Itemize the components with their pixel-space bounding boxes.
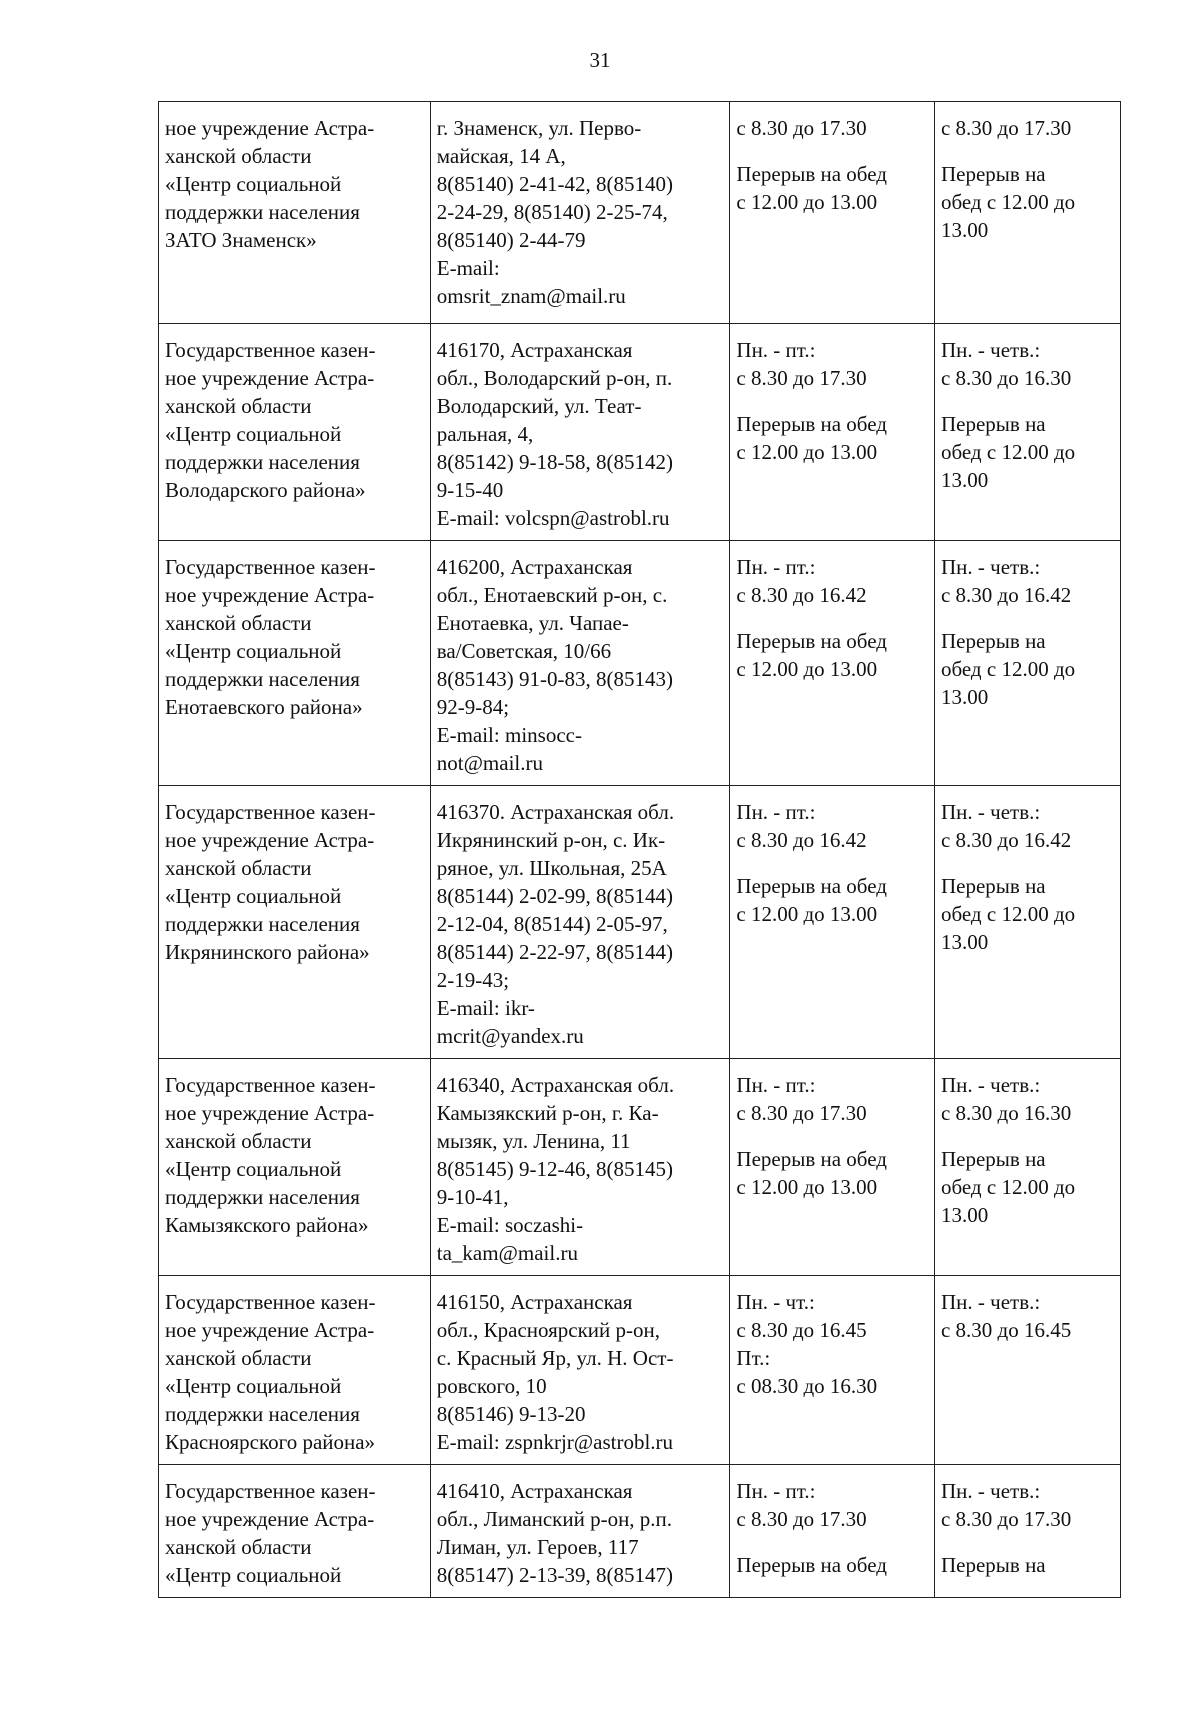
reception-hours-line: Перерыв на обед: [736, 629, 887, 653]
table-row: [159, 1276, 1121, 1465]
reception-hours-line: с 8.30 до 17.30: [736, 116, 867, 140]
consultation-hours-line: обед с 12.00 до: [940, 190, 1076, 214]
reception-hours-line: с 8.30 до 16.42: [736, 828, 867, 852]
consultation-hours-line: 13.00: [940, 685, 989, 709]
address-cell: [430, 102, 730, 324]
reception-hours-line: с 8.30 до 16.42: [736, 583, 867, 607]
consultation-hours-line: 13.00: [940, 218, 989, 242]
reception-hours-cell: [730, 102, 935, 324]
consultation-hours-line: Пн. - четв.:: [940, 1479, 1041, 1503]
reception-hours-cell: [730, 1059, 935, 1276]
consultation-hours-line: с 8.30 до 17.30: [940, 1507, 1072, 1531]
organization-name-cell: [159, 1059, 431, 1276]
consultation-hours-line: с 8.30 до 16.42: [940, 828, 1072, 852]
organization-name: Государственное казен- ное учреждение Астра- ханской области «Центр социальной поддержки населения Володарского района»: [165, 338, 376, 502]
reception-hours-cell: [730, 1276, 935, 1465]
organization-address: 416370. Астраханская обл. Икрянинский р-он, с. Ик- ряное, ул. Школьная, 25А 8(85144) 2-02-99, 8(85144) 2-12-04, 8(85144) 2-05-97, 8(85144) 2-22-97, 8(85144) 2-19-43; E-mail: ikr- mcrit@yandex.ru: [436, 800, 675, 1048]
organization-name-cell: [159, 102, 431, 324]
reception-hours-line: [736, 142, 928, 160]
consultation-hours-line: обед с 12.00 до: [940, 902, 1076, 926]
consultation-hours-line: Пн. - четв.:: [940, 555, 1041, 579]
reception-hours-line: Пн. - пт.:: [736, 1073, 816, 1097]
consultation-hours-cell: [934, 541, 1120, 786]
consultation-hours-line: Перерыв на: [940, 874, 1046, 898]
reception-hours-line: с 12.00 до 13.00: [736, 1175, 878, 1199]
organization-name-cell: [159, 1276, 431, 1465]
table-row: [159, 786, 1121, 1059]
organization-address: г. Знаменск, ул. Перво- майская, 14 А, 8(85140) 2-41-42, 8(85140) 2-24-29, 8(85140) 2-25-74, 8(85140) 2-44-79 E-mail: omsrit_znam@mail.ru: [436, 116, 673, 308]
reception-hours-line: Перерыв на обед: [736, 412, 887, 436]
table-row: [159, 1465, 1121, 1598]
consultation-hours-cell: [934, 1465, 1120, 1598]
consultation-hours-line: Перерыв на: [940, 629, 1046, 653]
consultation-hours-line: с 8.30 до 16.30: [940, 1101, 1072, 1125]
consultation-hours-line: Перерыв на: [940, 162, 1046, 186]
reception-hours-line: Перерыв на обед: [736, 162, 887, 186]
consultation-hours-line: Пн. - четв.:: [940, 1290, 1041, 1314]
reception-hours-line: Пн. - чт.:: [736, 1290, 815, 1314]
address-cell: [430, 541, 730, 786]
consultation-hours-line: с 8.30 до 16.42: [940, 583, 1072, 607]
reception-hours-line: с 8.30 до 17.30: [736, 1507, 867, 1531]
consultation-hours-line: с 8.30 до 17.30: [940, 116, 1072, 140]
consultation-hours-line: с 8.30 до 16.45: [940, 1318, 1072, 1342]
consultation-hours-line: 13.00: [940, 930, 989, 954]
reception-hours-line: Пн. - пт.:: [736, 800, 816, 824]
consultation-hours-line: [941, 1127, 1114, 1145]
consultation-hours-line: Пн. - четв.:: [940, 800, 1041, 824]
reception-hours-line: с 12.00 до 13.00: [736, 657, 878, 681]
reception-hours-line: [736, 392, 928, 410]
organization-address: 416200, Астраханская обл., Енотаевский р-он, с. Енотаевка, ул. Чапае- ва/Советская, 10/66 8(85143) 91-0-83, 8(85143) 92-9-84; E-mail: minsocc- not@mail.ru: [436, 555, 673, 775]
consultation-hours-cell: [934, 1276, 1120, 1465]
address-cell: [430, 1465, 730, 1598]
organization-name: Государственное казен- ное учреждение Астра- ханской области «Центр социальной поддержки населения Икрянинского района»: [165, 800, 376, 964]
reception-hours-line: с 8.30 до 16.45: [736, 1318, 867, 1342]
organization-address: 416410, Астраханская обл., Лиманский р-он, р.п. Лиман, ул. Героев, 117 8(85147) 2-13-39, 8(85147): [436, 1479, 673, 1587]
consultation-hours-cell: [934, 102, 1120, 324]
reception-hours-line: Пт.:: [736, 1346, 771, 1370]
reception-hours-line: Перерыв на обед: [736, 1147, 887, 1171]
consultation-hours-line: с 8.30 до 16.30: [940, 366, 1072, 390]
address-cell: [430, 324, 730, 541]
address-cell: [430, 1276, 730, 1465]
table-row: [159, 102, 1121, 324]
reception-hours-cell: [730, 1465, 935, 1598]
table-row: [159, 1059, 1121, 1276]
organizations-table: [158, 101, 1121, 1598]
organization-name-cell: [159, 786, 431, 1059]
organization-name: Государственное казен- ное учреждение Астра- ханской области «Центр социальной поддержки населения Камызякского района»: [165, 1073, 376, 1237]
reception-hours-line: с 12.00 до 13.00: [736, 440, 878, 464]
consultation-hours-line: [941, 854, 1114, 872]
consultation-hours-line: Пн. - четв.:: [940, 338, 1041, 362]
organization-name: Государственное казен- ное учреждение Астра- ханской области «Центр социальной поддержки населения Енотаевского района»: [165, 555, 376, 719]
consultation-hours-cell: [934, 1059, 1120, 1276]
address-cell: [430, 786, 730, 1059]
consultation-hours-line: обед с 12.00 до: [940, 1175, 1076, 1199]
consultation-hours-line: Перерыв на: [940, 1147, 1046, 1171]
reception-hours-cell: [730, 786, 935, 1059]
consultation-hours-line: Перерыв на: [940, 1553, 1046, 1577]
page-number: 31: [589, 48, 611, 72]
consultation-hours-cell: [934, 786, 1120, 1059]
consultation-hours-line: [941, 392, 1114, 410]
reception-hours-line: Перерыв на обед: [736, 874, 887, 898]
organization-name-cell: [159, 324, 431, 541]
reception-hours-line: с 12.00 до 13.00: [736, 902, 878, 926]
organization-address: 416150, Астраханская обл., Красноярский р-он, с. Красный Яр, ул. Н. Ост- ровского, 10 8(85146) 9-13-20 E-mail: zspnkrjr@astrobl.ru: [436, 1290, 674, 1454]
reception-hours-line: Пн. - пт.:: [736, 1479, 816, 1503]
reception-hours-line: с 8.30 до 17.30: [736, 1101, 867, 1125]
consultation-hours-line: Перерыв на: [940, 412, 1046, 436]
reception-hours-cell: [730, 541, 935, 786]
consultation-hours-line: [941, 142, 1114, 160]
table-row: [159, 324, 1121, 541]
consultation-hours-line: Пн. - четв.:: [940, 1073, 1041, 1097]
organization-name-cell: [159, 541, 431, 786]
organization-name: ное учреждение Астра- ханской области «Центр социальной поддержки населения ЗАТО Знаменск»: [165, 116, 375, 252]
consultation-hours-line: обед с 12.00 до: [940, 657, 1076, 681]
reception-hours-line: [736, 1127, 928, 1145]
reception-hours-line: Пн. - пт.:: [736, 555, 816, 579]
organization-address: 416170, Астраханская обл., Володарский р-он, п. Володарский, ул. Теат- ральная, 4, 8(85142) 9-18-58, 8(85142) 9-15-40 E-mail: volcspn@astrobl.ru: [436, 338, 673, 530]
reception-hours-line: Пн. - пт.:: [736, 338, 816, 362]
address-cell: [430, 1059, 730, 1276]
reception-hours-line: [736, 854, 928, 872]
consultation-hours-line: 13.00: [940, 468, 989, 492]
consultation-hours-line: обед с 12.00 до: [940, 440, 1076, 464]
organization-name: Государственное казен- ное учреждение Астра- ханской области «Центр социальной поддержки населения Красноярского района»: [165, 1290, 376, 1454]
organization-address: 416340, Астраханская обл. Камызякский р-он, г. Ка- мызяк, ул. Ленина, 11 8(85145) 9-12-46, 8(85145) 9-10-41, E-mail: soczashi- ta_kam@mail.ru: [436, 1073, 675, 1265]
reception-hours-line: с 12.00 до 13.00: [736, 190, 878, 214]
reception-hours-line: [736, 609, 928, 627]
consultation-hours-line: [941, 609, 1114, 627]
consultation-hours-cell: [934, 324, 1120, 541]
organization-name: Государственное казен- ное учреждение Астра- ханской области «Центр социальной: [165, 1479, 376, 1587]
consultation-hours-line: 13.00: [940, 1203, 989, 1227]
reception-hours-line: с 08.30 до 16.30: [736, 1374, 878, 1398]
reception-hours-line: Перерыв на обед: [736, 1553, 887, 1577]
table-row: [159, 541, 1121, 786]
organization-name-cell: [159, 1465, 431, 1598]
reception-hours-line: с 8.30 до 17.30: [736, 366, 867, 390]
reception-hours-line: [736, 1533, 928, 1551]
reception-hours-cell: [730, 324, 935, 541]
consultation-hours-line: [941, 1533, 1114, 1551]
